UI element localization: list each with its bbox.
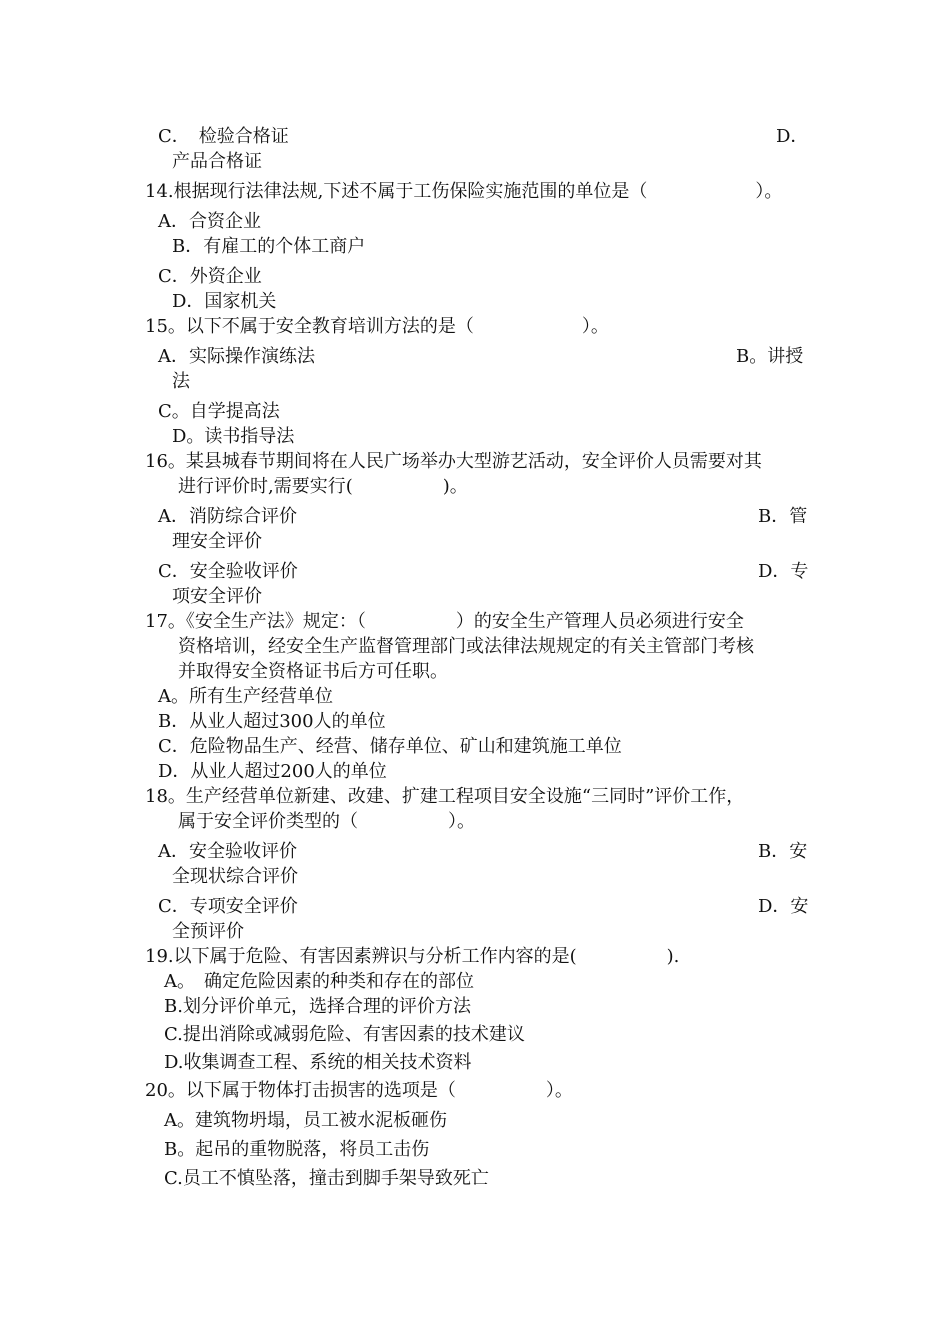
q14-option-d: D．国家机关 <box>172 291 277 312</box>
q16-stem-line2: 进行评价时,需要实行( )。 <box>178 476 468 497</box>
q20-option-a: A。建筑物坍塌，员工被水泥板砸伤 <box>164 1110 447 1131</box>
q18-stem-line2: 属于安全评价类型的（ ）。 <box>178 811 475 832</box>
q19-option-b: B.划分评价单元，选择合理的评价方法 <box>164 996 471 1017</box>
q15-option-d: D。读书指导法 <box>172 426 295 447</box>
q13-option-c: C． 检验合格证 <box>158 126 289 147</box>
q19-option-a: A。 确定危险因素的种类和存在的部位 <box>164 971 474 992</box>
q14-option-a: A．合资企业 <box>158 211 261 232</box>
q16-option-a: A．消防综合评价 <box>158 506 297 527</box>
q15-option-b-text: 法 <box>172 371 190 392</box>
q15-option-b-marker: B。讲授 <box>736 346 804 367</box>
q20-option-c: C.员工不慎坠落，撞击到脚手架导致死亡 <box>164 1168 489 1189</box>
q17-option-c: C．危险物品生产、经营、储存单位、矿山和建筑施工单位 <box>158 736 622 757</box>
q14-stem: 14.根据现行法律法规,下述不属于工伤保险实施范围的单位是（ ）。 <box>145 181 783 202</box>
q14-option-b: B．有雇工的个体工商户 <box>172 236 366 257</box>
q19-option-c: C.提出消除或减弱危险、有害因素的技术建议 <box>164 1024 525 1045</box>
q20-stem: 20。以下属于物体打击损害的选项是（ ）。 <box>145 1080 573 1101</box>
q18-option-c: C．专项安全评价 <box>158 896 298 917</box>
q17-option-a: A。所有生产经营单位 <box>158 686 333 707</box>
q13-option-d-text: 产品合格证 <box>172 151 262 172</box>
q15-stem: 15。以下不属于安全教育培训方法的是（ ）。 <box>145 316 609 337</box>
q16-option-b-marker: B．管 <box>758 506 808 527</box>
q19-option-d: D.收集调查工程、系统的相关技术资料 <box>164 1052 472 1073</box>
q17-stem-line3: 并取得安全资格证书后方可任职。 <box>178 661 448 682</box>
q17-stem-line2: 资格培训，经安全生产监督管理部门或法律法规规定的有关主管部门考核 <box>178 636 754 657</box>
q18-option-d-marker: D．安 <box>758 896 809 917</box>
q20-option-b: B。起吊的重物脱落，将员工击伤 <box>164 1139 430 1160</box>
q16-option-c: C．安全验收评价 <box>158 561 298 582</box>
q16-option-d-marker: D．专 <box>758 561 809 582</box>
q13-option-d-marker: D． <box>776 126 809 147</box>
q18-option-a: A．安全验收评价 <box>158 841 297 862</box>
q15-option-a: A．实际操作演练法 <box>158 346 315 367</box>
q14-option-c: C．外资企业 <box>158 266 262 287</box>
q16-option-b-text: 理安全评价 <box>172 531 262 552</box>
q17-option-d: D．从业人超过200人的单位 <box>158 761 387 782</box>
q18-option-b-marker: B．安 <box>758 841 808 862</box>
q17-option-b: B．从业人超过300人的单位 <box>158 711 386 732</box>
q18-option-b-text: 全现状综合评价 <box>172 866 298 887</box>
q16-stem-line1: 16。某县城春节期间将在人民广场举办大型游艺活动，安全评价人员需要对其 <box>145 451 762 472</box>
q17-stem-line1: 17。《安全生产法》规定：（ ）的安全生产管理人员必须进行安全 <box>145 611 744 632</box>
q18-stem-line1: 18。生产经营单位新建、改建、扩建工程项目安全设施“三同时”评价工作， <box>145 786 745 807</box>
q15-option-c: C。自学提高法 <box>158 401 280 422</box>
q19-stem: 19.以下属于危险、有害因素辨识与分析工作内容的是( ). <box>145 946 680 967</box>
q18-option-d-text: 全预评价 <box>172 921 244 942</box>
q16-option-d-text: 项安全评价 <box>172 586 262 607</box>
